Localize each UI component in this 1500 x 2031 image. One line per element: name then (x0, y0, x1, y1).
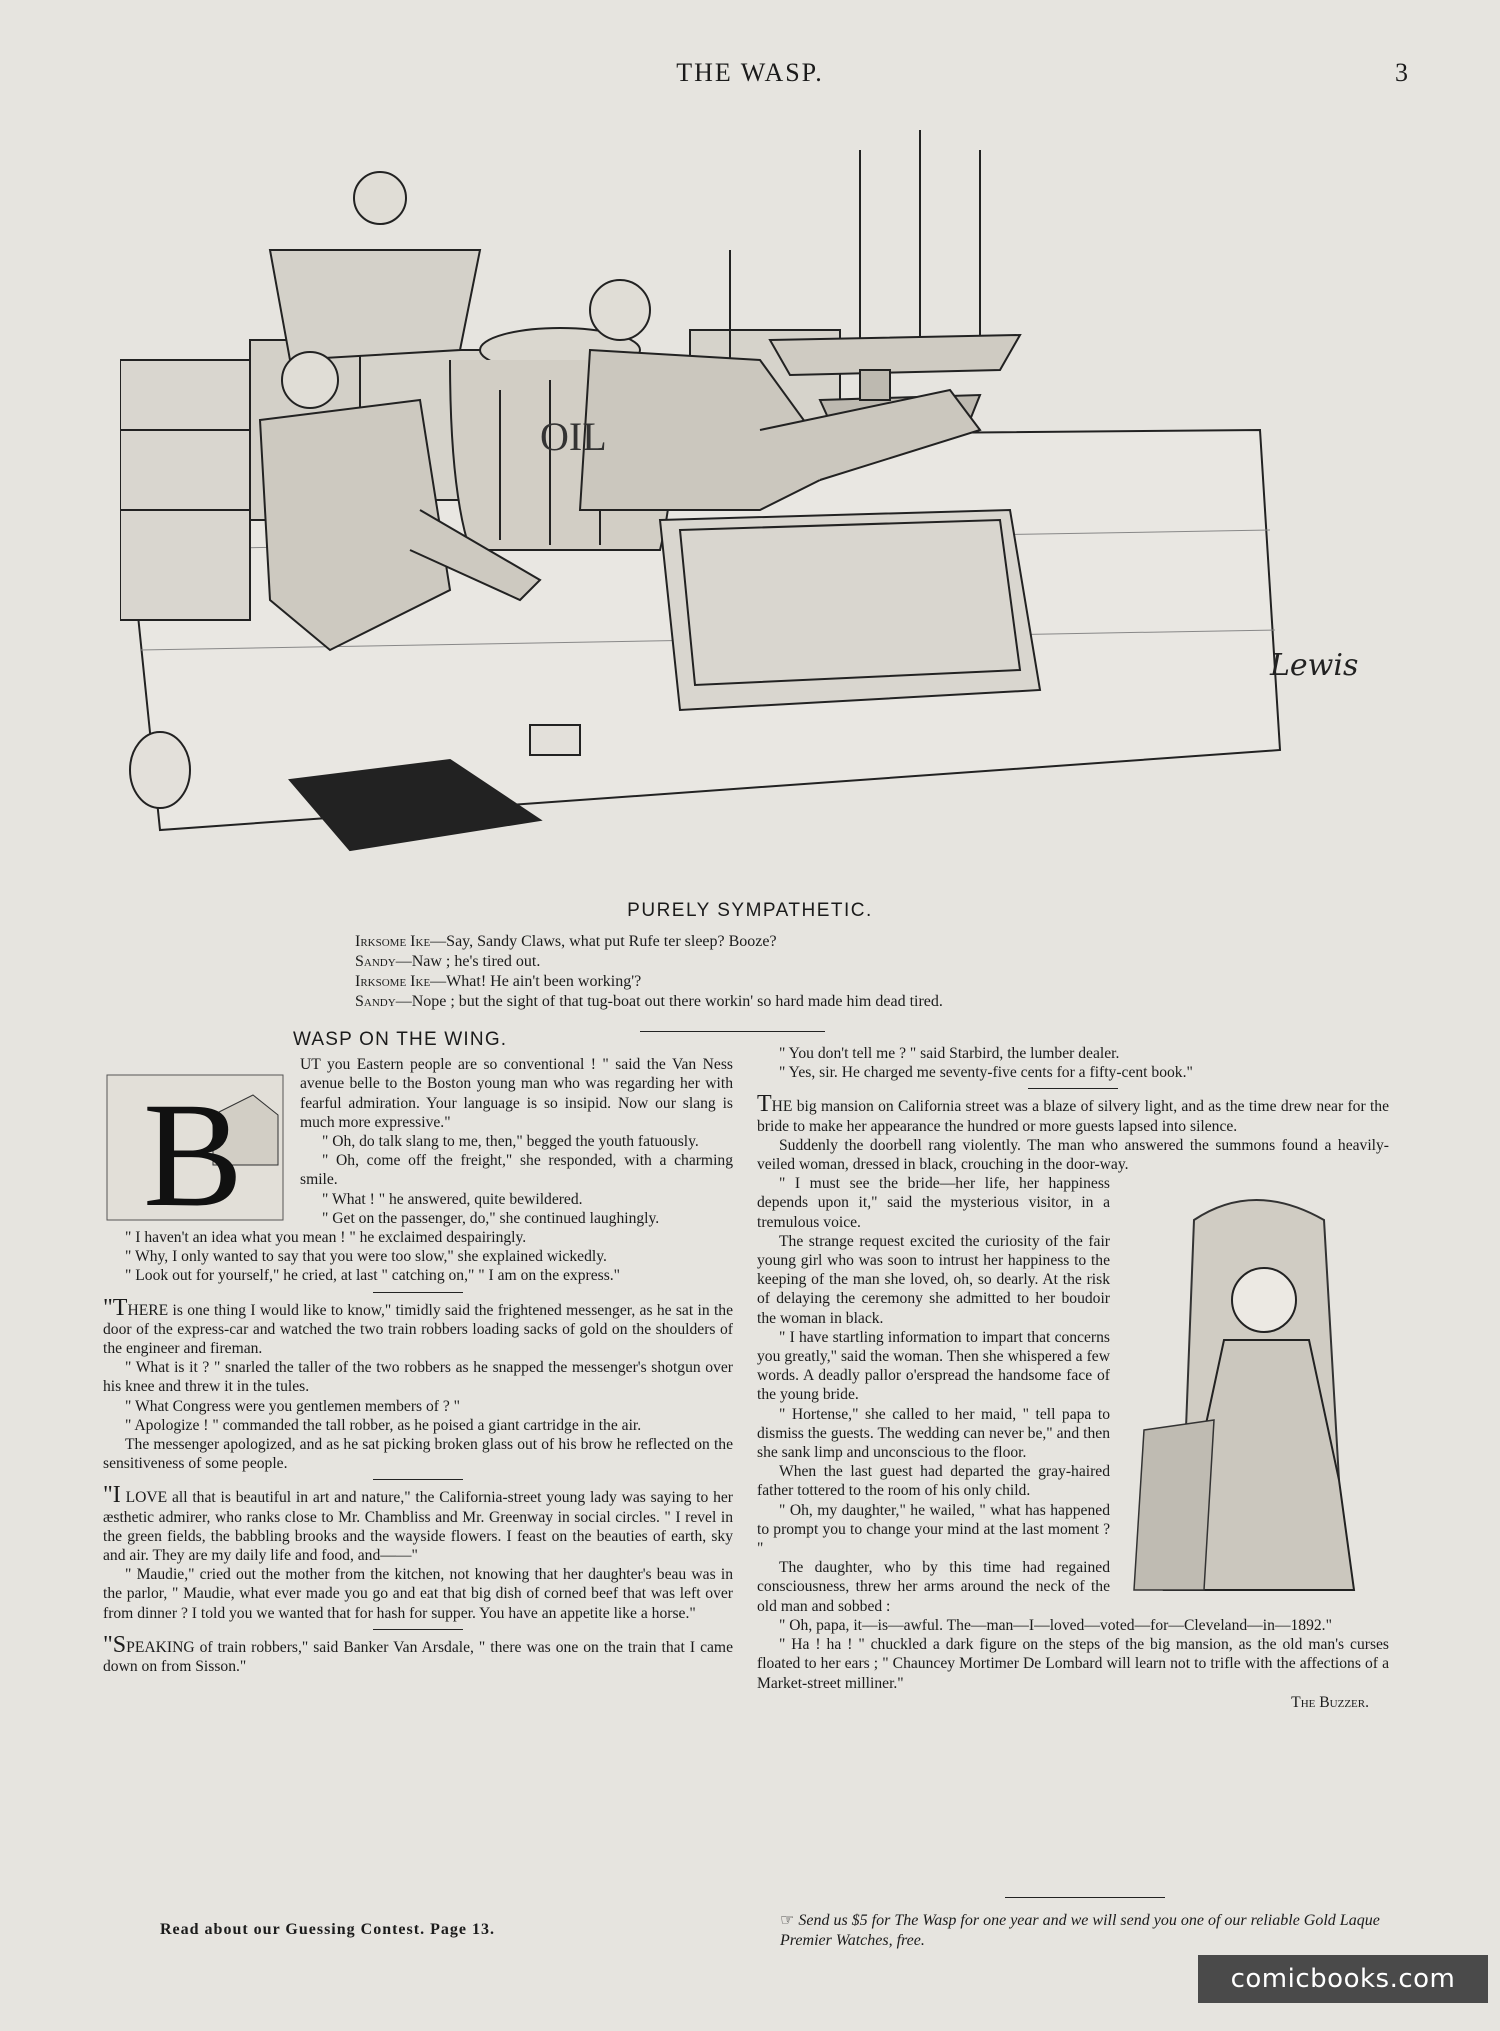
paragraph: " Oh, do talk slang to me, then," begged the youth fatuously. (322, 1133, 699, 1151)
paragraph: The daughter, who by this time had regained consciousness, threw her arms around the neck of the old man and sobbed : (757, 1559, 1110, 1615)
paragraph: " Get on the passenger, do," she continued laughingly. (322, 1209, 660, 1227)
column-right (757, 1044, 1389, 1712)
section-divider (1028, 1088, 1118, 1089)
paragraph: " Oh, come off the freight," she responded, with a charming smile. (300, 1152, 733, 1189)
paragraph: UT you Eastern people are so conventional ! " said the Van Ness avenue belle to the Boston young man who was regarding her with fearful admiration. Your language is so insipid. Now our slang is much more expressive." (300, 1056, 733, 1131)
dropcap-letter: B (143, 1072, 244, 1226)
paragraph: " Yes, sir. He charged me seventy-five cents for a fifty-cent book." (779, 1064, 1193, 1082)
paragraph: " Ha ! ha ! " chuckled a dark figure on the steps of the big mansion, as the old man's curses floated to her ears ; " Chauncey Mortimer De Lombard will learn not to trifle with the affections of a Market-street milliner." (757, 1636, 1389, 1692)
paragraph: " Look out for yourself," he cried, at last " catching on," " I am on the express." (125, 1267, 621, 1285)
masthead: THE WASP. (676, 58, 824, 87)
footer-divider (1005, 1897, 1165, 1898)
cartoon-illustration (120, 130, 1380, 870)
contest-notice: Read about our Guessing Contest. Page 13. (160, 1921, 495, 1938)
paragraph: "SPEAKING of train robbers," said Banker Van Arsdale, " there was one on the train that I came down on from Sisson." (103, 1631, 733, 1676)
barrel-label: OIL (540, 414, 607, 459)
paragraph: " What ! " he answered, quite bewildered. (322, 1190, 583, 1208)
section-divider (373, 1292, 463, 1293)
paragraph: " I haven't an idea what you mean ! " he exclaimed despairingly. (125, 1229, 527, 1247)
paragraph: Suddenly the doorbell rang violently. The man who answered the summons found a heavily-veiled woman, dressed in black, crouching in the door-way. (757, 1136, 1389, 1174)
column-title: WASP ON THE WING. (293, 1029, 508, 1050)
paragraph: " Why, I only wanted to say that you were too slow," she explained wickedly. (125, 1248, 607, 1266)
page-number: 3 (1395, 58, 1408, 87)
paragraph: " Oh, my daughter," he wailed, " what has happened to prompt you to change your mind at the last moment ? " (757, 1501, 1110, 1558)
section-divider (373, 1629, 463, 1630)
cartoon-title: PURELY SYMPATHETIC. (627, 900, 873, 921)
paragraph: " Oh, papa, it—is—awful. The—man—I—loved—voted—for—Cleveland—in—1892." (779, 1616, 1332, 1634)
paragraph: "THERE is one thing I would like to know," timidly said the frightened messenger, as he sat in the door of the express-car and watched the two train robbers loading sacks of gold on the shoulders of the engineer and fireman. (103, 1294, 733, 1358)
pointing-hand-icon: ☞ (780, 1910, 795, 1929)
subscription-offer: ☞ Send us $5 for The Wasp for one year and we will send you one of our reliable Gold Laque Premier Watches, free. (780, 1910, 1380, 1949)
paragraph: " Maudie," cried out the mother from the kitchen, not knowing that her daughter's beau was in the parlor, " Maudie, what ever made you go and eat that big dish of corned beef that was left over from dinner ? I told you we wanted that for hash for supper. You have an appetite like a horse." (103, 1566, 733, 1622)
dialogue-line: Sandy—Nope ; but the sight of that tug-boat out there workin' so hard made him dead tired. (355, 993, 943, 1010)
paragraph: " What is it ? " snarled the taller of the two robbers as he snapped the messenger's shotgun over his knee and threw it in the tules. (103, 1359, 733, 1396)
artist-signature: Lewis (1270, 648, 1359, 683)
column-wasp-on-the-wing (103, 1030, 733, 1676)
paragraph: " You don't tell me ? " said Starbird, the lumber dealer. (779, 1045, 1120, 1062)
paragraph: The strange request excited the curiosity of the fair young girl who was soon to intrust her happiness to the keeping of the man she loved, oh, so dearly. At the risk of delaying the ceremony she admitted to her boudoir the woman in black. (757, 1232, 1110, 1327)
page-header (0, 58, 1500, 98)
paragraph: When the last guest had departed the gray-haired father tottered to the room of his only child. (757, 1463, 1110, 1500)
paragraph: " I have startling information to impart that concerns you greatly," said the woman. Then she whispered a few words. A deadly pallor o'erspread the handsome face of the young bride. (757, 1328, 1110, 1404)
paragraph: THE big mansion on California street was a blaze of silvery light, and as the time drew near for the bride to make her appearance the hundred or more guests lapsed into silence. (757, 1091, 1389, 1135)
paragraph: " I must see the bride—her life, her happiness depends upon it," said the mysterious visitor, in a tremulous voice. (757, 1175, 1110, 1231)
paragraph: "I LOVE all that is beautiful in art and nature," the California-street young lady was saying to her æsthetic admirer, who ranks close to Mr. Chambliss and Mr. Greenway in social circles. " I revel in the green fields, the babbling brooks and the wayside flowers. I feast on the beauties of earth, sky and air. They are my daily life and food, and——" (103, 1482, 733, 1565)
cartoon-dialogue (355, 932, 1155, 1012)
signoff: The Buzzer. (1291, 1693, 1369, 1711)
dropcap-illustration (103, 1055, 288, 1225)
paragraph: " Hortense," she called to her maid, " tell papa to dismiss the guests. The wedding can never be," and then she sank limp and unconscious to the floor. (757, 1405, 1110, 1462)
dialogue-line: Irksome Ike—Say, Sandy Claws, what put Rufe ter sleep? Booze? (355, 933, 777, 950)
paragraph: " What Congress were you gentlemen members of ? " (125, 1397, 461, 1415)
section-divider (373, 1479, 463, 1480)
dialogue-line: Irksome Ike—What! He ain't been working'? (355, 973, 642, 990)
bride-portrait-illustration (1124, 1180, 1389, 1600)
watermark-badge: comicbooks.com (1198, 1955, 1488, 2003)
dialogue-line: Sandy—Naw ; he's tired out. (355, 953, 541, 970)
paragraph: " Apologize ! " commanded the tall robber, as he poised a giant cartridge in the air. (125, 1416, 642, 1434)
paragraph: The messenger apologized, and as he sat picking broken glass out of his brow he reflected on the sensitiveness of some people. (103, 1436, 733, 1473)
